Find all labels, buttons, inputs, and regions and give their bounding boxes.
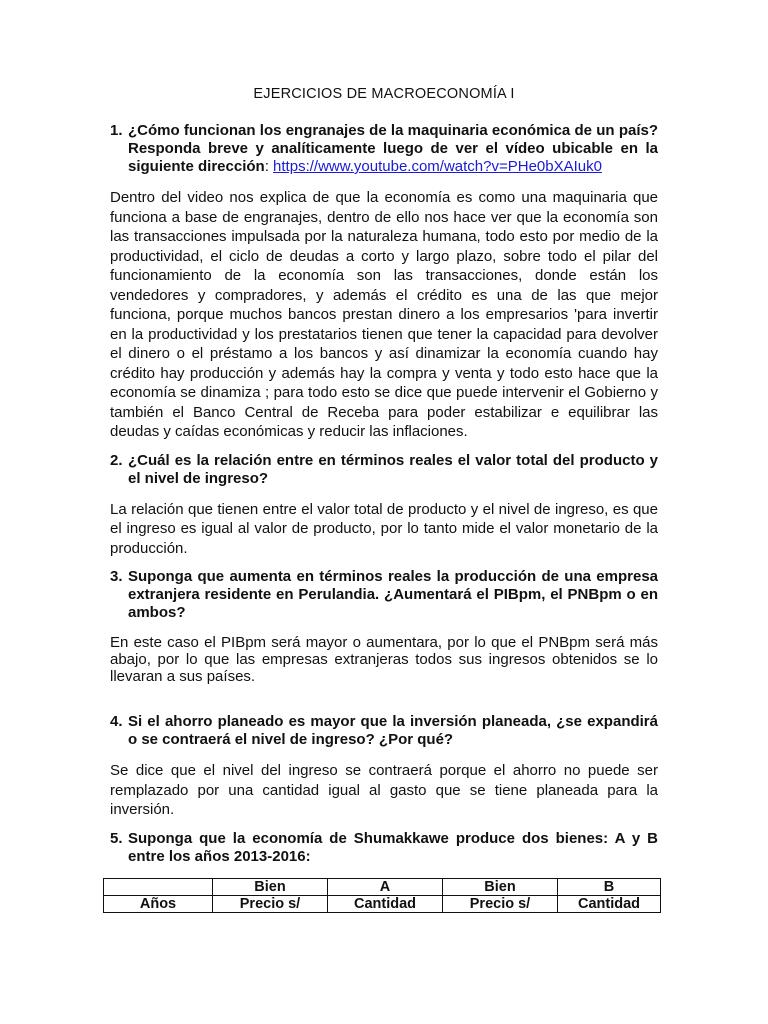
question-text: [128, 122, 658, 176]
question-1: [110, 122, 658, 176]
question-text: ¿Cuál es la relación entre en términos reales el valor total del producto y el nivel de ingreso?: [128, 451, 658, 487]
table-cell: Cantidad: [328, 895, 443, 912]
table-cell: Cantidad: [558, 895, 661, 912]
question-number: 5.: [110, 829, 123, 847]
question-number: 1.: [110, 122, 123, 139]
document-title: EJERCICIOS DE MACROECONOMÍA I: [253, 86, 515, 102]
question-text: Suponga que la economía de Shumakkawe produce dos bienes: A y B entre los años 2013-2016:: [128, 829, 658, 865]
table-row: [104, 878, 661, 895]
table-cell: Precio s/: [213, 895, 328, 912]
table-cell: Años: [104, 895, 213, 912]
question-1-colon: :: [264, 158, 274, 175]
question-1-text: ¿Cómo funcionan los engranajes de la maquinaria económica de un país? Responda breve y analíticamente luego de ver el vídeo ubicable en la siguiente dirección: [128, 122, 658, 175]
question-4: [110, 713, 658, 749]
table-cell: Bien: [213, 878, 328, 895]
question-number: 2.: [110, 451, 123, 469]
goods-table: [103, 878, 661, 913]
question-number: 3.: [110, 568, 123, 585]
video-link[interactable]: https://www.youtube.com/watch?v=PHe0bXAIuk0: [273, 158, 602, 175]
question-text: Suponga que aumenta en términos reales la producción de una empresa extranjera residente en Perulandia. ¿Aumentará el PIBpm, el PNBpm o en ambos?: [128, 568, 658, 621]
table-row: [104, 895, 661, 912]
table-cell: A: [328, 878, 443, 895]
table-cell: [104, 878, 213, 895]
question-number: 4.: [110, 713, 123, 730]
question-2: [110, 452, 658, 488]
table-cell: Bien: [443, 878, 558, 895]
question-3: [110, 568, 658, 622]
table-cell: B: [558, 878, 661, 895]
answer-3: En este caso el PIBpm será mayor o aumentara, por lo que el PNBpm será más abajo, por lo que las empresas extranjeras todos sus ingresos obtenidos se lo llevaran a sus países.: [110, 634, 658, 685]
document-page: [110, 86, 658, 913]
answer-2: La relación que tienen entre el valor total de producto y el nivel de ingreso, es que el ingreso es igual al valor de producto, por lo tanto mide el valor monetario de la producción.: [110, 500, 658, 557]
question-5: [110, 830, 658, 866]
answer-4: Se dice que el nivel del ingreso se contraerá porque el ahorro no puede ser remplazado por una cantidad igual al gasto que se tiene planeada para la inversión.: [110, 762, 658, 818]
question-text: Si el ahorro planeado es mayor que la inversión planeada, ¿se expandirá o se contraerá el nivel de ingreso? ¿Por qué?: [128, 713, 658, 748]
spacer: [110, 695, 658, 713]
table-cell: Precio s/: [443, 895, 558, 912]
answer-1: Dentro del video nos explica de que la economía es como una maquinaria que funciona a base de engranajes, dentro de ello nos hace ver que la economía son las transacciones impulsada por la naturaleza humana, todo esto por medio de la productividad, el ciclo de deudas a corto y largo plazo, sobre todo el pilar del funcionamiento de la economía son las transacciones, donde están los vendedores y compradores, y además el crédito es una de las que mejor funciona, porque muchos bancos prestan dinero a los empresarios 'para invertir en la productividad y los prestatarios tienen que tener la capacidad para devolver el dinero o el préstamo a los bancos y así dinamizar la economía cuando hay crédito hay producción y además hay la compra y venta y todo esto hace que la economía se dinamiza ; para todo esto se dice que puede intervenir el Gobierno y también el Banco Central de Receba para poder estabilizar e equilibrar las deudas y caídas económicas y reducir las inflaciones.: [110, 189, 658, 440]
